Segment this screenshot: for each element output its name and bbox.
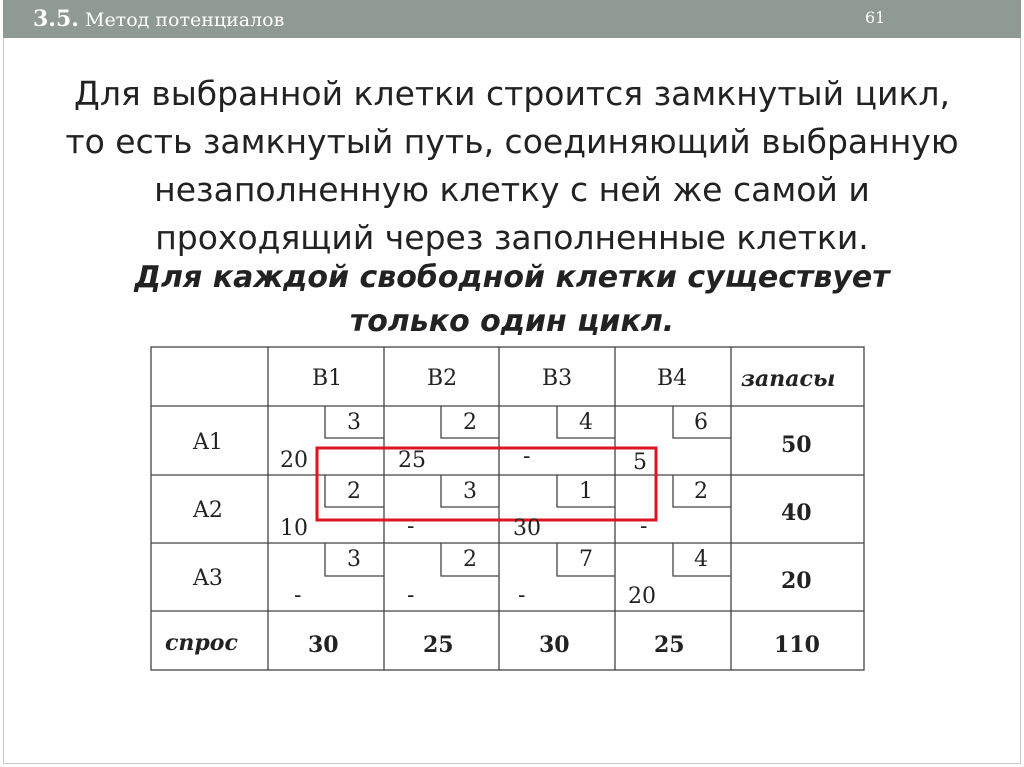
cost-value: 4	[694, 547, 708, 572]
cost-value: 2	[694, 479, 708, 504]
supply-value: 40	[781, 500, 812, 526]
supply-header: запасы	[741, 366, 836, 392]
supply-value: 50	[781, 432, 812, 458]
cost-value: 2	[347, 479, 361, 504]
allocation-value: -	[407, 583, 415, 608]
row-label: A3	[193, 566, 223, 591]
cost-value: 2	[463, 410, 477, 435]
col-header: B3	[542, 366, 573, 391]
paragraph-line: проходящий через заполненные клетки.	[155, 218, 869, 257]
allocation-value: -	[640, 514, 648, 539]
paragraph-line: Для выбранной клетки строится замкнутый цикл,	[74, 74, 950, 113]
allocation-value: -	[518, 583, 526, 608]
demand-value: 30	[539, 632, 570, 658]
col-header: B2	[427, 366, 458, 391]
total-value: 110	[774, 632, 820, 658]
cost-value: 3	[463, 479, 477, 504]
col-header: B1	[312, 366, 343, 391]
emphasis-line: Для каждой свободной клетки существует	[134, 260, 890, 295]
cost-value: 4	[579, 410, 593, 435]
allocation-value: 5	[633, 450, 647, 475]
allocation-value: -	[523, 444, 531, 469]
slide-number: 61	[865, 8, 886, 27]
cost-value: 3	[347, 410, 361, 435]
row-label: A1	[193, 430, 223, 455]
cost-value: 1	[579, 479, 593, 504]
allocation-value: 30	[513, 516, 541, 541]
cycle-path	[317, 448, 656, 520]
paragraph-line: незаполненную клетку с ней же самой и	[154, 170, 870, 209]
demand-value: 25	[654, 632, 685, 658]
demand-value: 25	[423, 632, 454, 658]
allocation-value: 25	[398, 448, 426, 473]
demand-value: 30	[308, 632, 339, 658]
emphasis-line: только один цикл.	[349, 304, 675, 339]
section-name: Метод потенциалов	[84, 9, 285, 31]
allocation-value: -	[407, 514, 415, 539]
cost-value: 3	[347, 547, 361, 572]
row-label: A2	[193, 498, 223, 523]
table-border	[151, 347, 864, 670]
allocation-value: -	[294, 583, 302, 608]
cost-value: 2	[463, 547, 477, 572]
cost-value: 6	[694, 410, 708, 435]
allocation-value: 20	[280, 448, 308, 473]
section-number: 3.5.	[33, 6, 79, 32]
supply-value: 20	[781, 568, 812, 594]
paragraph-line: то есть замкнутый путь, соединяющий выбранную	[65, 122, 959, 161]
allocation-value: 10	[280, 516, 308, 541]
cost-value: 7	[579, 547, 593, 572]
col-header: B4	[657, 366, 688, 391]
allocation-value: 20	[628, 584, 656, 609]
demand-header: спрос	[165, 630, 238, 656]
